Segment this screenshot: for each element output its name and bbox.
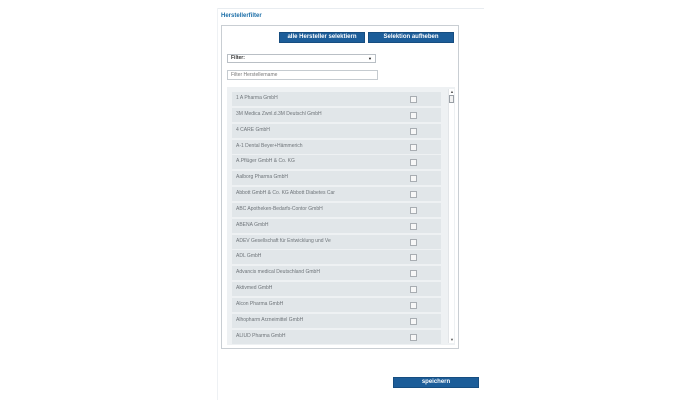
- manufacturer-checkbox[interactable]: [410, 318, 417, 325]
- manufacturer-row: [232, 250, 441, 264]
- manufacturer-row: [232, 171, 441, 185]
- section-title: Herstellerfilter: [221, 13, 262, 19]
- manufacturer-checkbox[interactable]: [410, 223, 417, 230]
- manufacturer-name: ABENA GmbH: [236, 221, 269, 228]
- manufacturer-name: Abbott GmbH & Co. KG Abbott Diabetes Car: [236, 190, 335, 197]
- manufacturer-checkbox[interactable]: [410, 144, 417, 151]
- manufacturer-name: ALIUD Pharma GmbH: [236, 332, 286, 339]
- manufacturer-checkbox[interactable]: [410, 334, 417, 341]
- manufacturer-checkbox[interactable]: [410, 159, 417, 166]
- manufacturer-name: 1 A Pharma GmbH: [236, 95, 278, 101]
- manufacturer-row: [232, 187, 441, 201]
- manufacturer-row: [232, 282, 441, 296]
- manufacturer-row: [232, 155, 441, 169]
- manufacturer-name: ADL GmbH: [236, 253, 262, 260]
- manufacturer-row: [232, 330, 441, 344]
- manufacturer-row: [232, 266, 441, 280]
- manufacturer-list: [232, 92, 441, 345]
- chevron-down-icon: ▼: [368, 56, 372, 61]
- manufacturer-checkbox[interactable]: [410, 254, 417, 261]
- top-divider: [218, 8, 484, 9]
- manufacturer-checkbox[interactable]: [410, 302, 417, 309]
- manufacturer-checkbox[interactable]: [410, 112, 417, 119]
- manufacturer-checkbox[interactable]: [410, 239, 417, 246]
- manufacturer-name: 3M Medica Zwnl.d.3M Deutschl GmbH: [236, 110, 322, 117]
- select-all-button[interactable]: alle Hersteller selektiern: [279, 32, 365, 43]
- manufacturer-row: [232, 298, 441, 312]
- manufacturer-filter-box: [221, 25, 459, 349]
- manufacturer-name: Alcon Pharma GmbH: [236, 300, 284, 307]
- manufacturer-name: ADEV Gesellschaft für Entwicklung und Ve: [236, 237, 331, 244]
- manufacturer-name: Aktivmed GmbH: [236, 285, 273, 292]
- manufacturer-checkbox[interactable]: [410, 207, 417, 214]
- scroll-up-icon[interactable]: ▲: [450, 89, 454, 94]
- save-button[interactable]: speichern: [393, 377, 479, 388]
- manufacturer-list-panel: [227, 87, 455, 345]
- left-divider: [217, 8, 218, 400]
- manufacturer-row: [232, 124, 441, 138]
- manufacturer-checkbox[interactable]: [410, 286, 417, 293]
- scrollbar-thumb[interactable]: [449, 95, 454, 103]
- manufacturer-checkbox[interactable]: [410, 270, 417, 277]
- manufacturer-row: [232, 92, 441, 106]
- manufacturer-name: Advancis medical Deutschland GmbH: [236, 269, 320, 276]
- manufacturer-row: [232, 314, 441, 328]
- clear-selection-button[interactable]: Selektion aufheben: [368, 32, 454, 43]
- manufacturer-row: [232, 108, 441, 122]
- manufacturer-checkbox[interactable]: [410, 191, 417, 198]
- scroll-down-icon[interactable]: ▼: [450, 337, 454, 342]
- manufacturer-row: [232, 203, 441, 217]
- manufacturer-name: Aalborg Pharma GmbH: [236, 174, 288, 181]
- list-scrollbar[interactable]: [448, 89, 454, 343]
- filter-dropdown-label: Filter:: [231, 55, 245, 61]
- manufacturer-name: A.Pflüger GmbH & Co. KG: [236, 158, 295, 165]
- manufacturer-name: ABC Apotheken-Bedarfs-Contor GmbH: [236, 205, 323, 212]
- manufacturer-checkbox[interactable]: [410, 175, 417, 182]
- manufacturer-checkbox[interactable]: [410, 96, 417, 103]
- manufacturer-checkbox[interactable]: [410, 128, 417, 135]
- manufacturer-name: 4 CARE GmbH: [236, 126, 270, 133]
- manufacturer-search-input[interactable]: [227, 70, 378, 80]
- manufacturer-row: [232, 140, 441, 154]
- manufacturer-row: [232, 219, 441, 233]
- manufacturer-name: A-1 Dental Beyer+Hämmerich: [236, 142, 303, 149]
- filter-dropdown[interactable]: [227, 54, 376, 63]
- manufacturer-name: Alhopharm Arzneimittel GmbH: [236, 316, 304, 323]
- manufacturer-row: [232, 235, 441, 249]
